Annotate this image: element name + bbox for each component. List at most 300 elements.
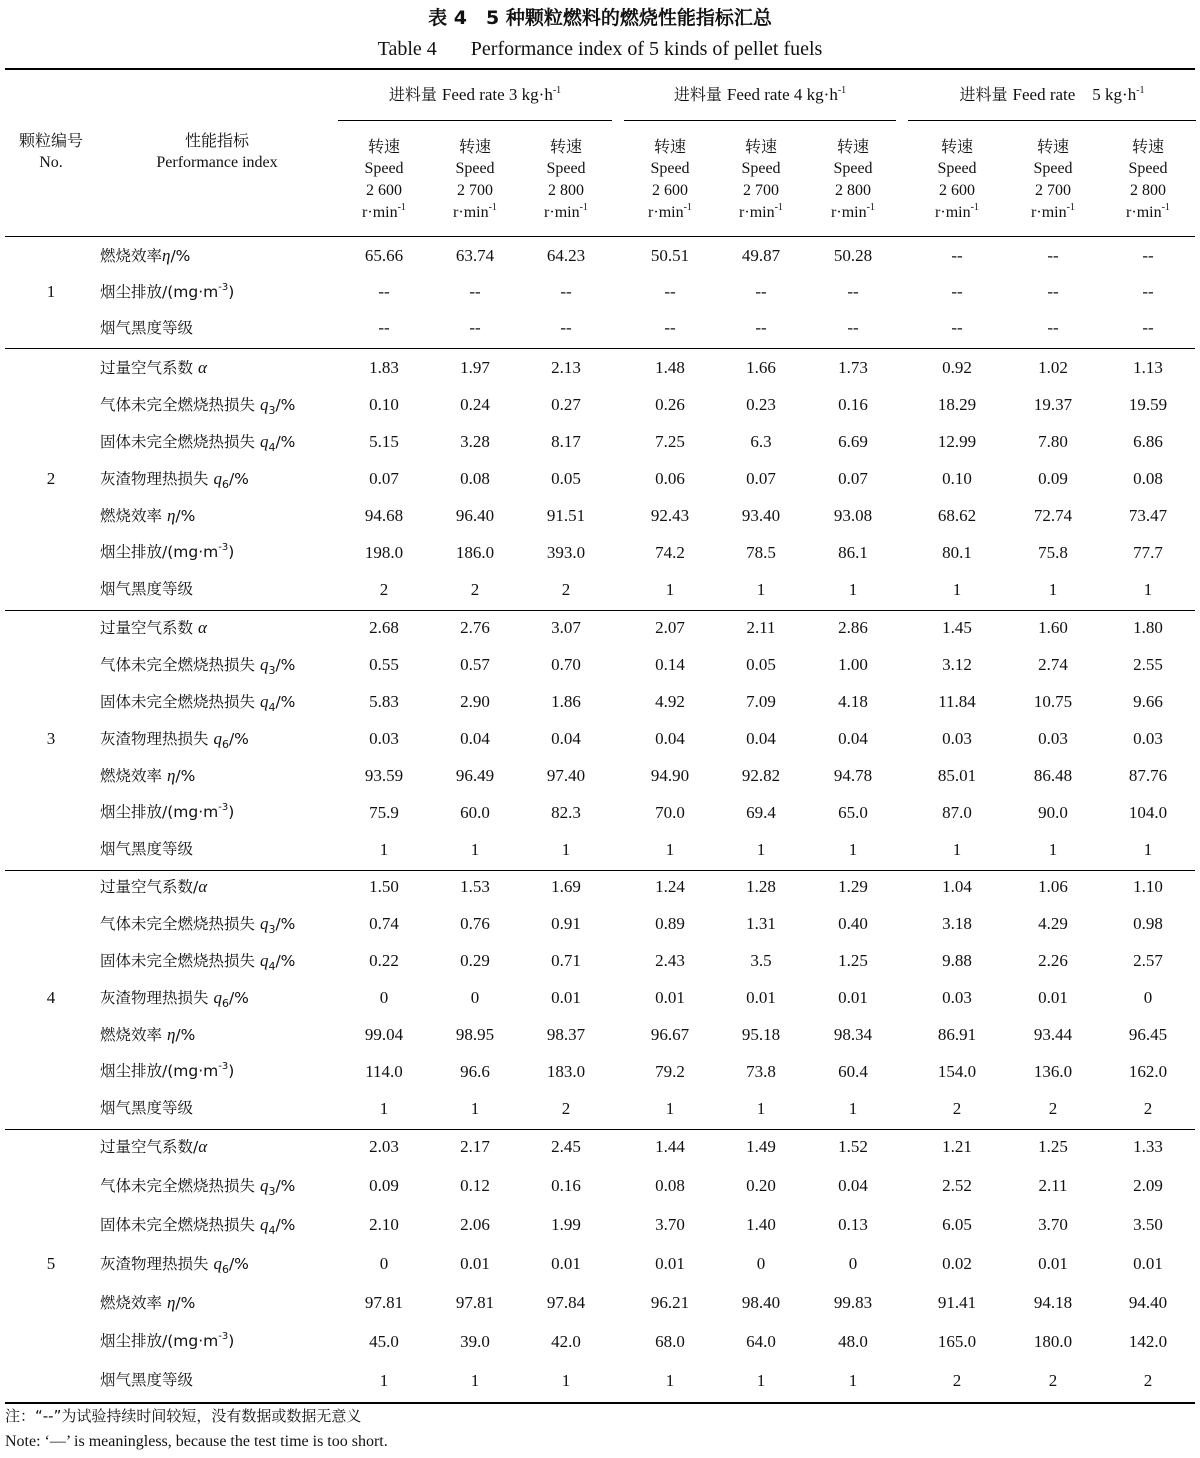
table-cell: 2.86 xyxy=(838,618,868,637)
speed-header xyxy=(1008,136,1098,224)
table-cell: 78.5 xyxy=(746,543,776,562)
row-label xyxy=(100,386,336,423)
row-label xyxy=(100,720,336,757)
table-cell: 12.99 xyxy=(937,432,977,451)
speed-unit-text: r·min xyxy=(362,204,398,221)
table-cell: 1 xyxy=(379,1371,389,1390)
table-cell: 99.04 xyxy=(364,1025,404,1044)
table-cell: -- xyxy=(1142,318,1154,337)
table-cell: 0.01 xyxy=(1038,1254,1068,1273)
table-cell: 186.0 xyxy=(455,543,495,562)
speed-label-en: Speed xyxy=(833,160,873,177)
table-cell: 0.07 xyxy=(369,469,399,488)
table-cell: 6.3 xyxy=(750,432,772,451)
speed-unit-text: r·min xyxy=(1126,204,1162,221)
speed-header xyxy=(1103,136,1193,224)
speed-unit-text: r·min xyxy=(648,204,684,221)
table-cell: 7.09 xyxy=(746,692,776,711)
table-cell: 1.69 xyxy=(551,877,581,896)
speed-unit-sup: -1 xyxy=(397,202,406,213)
table-cell: 2 xyxy=(952,1371,962,1390)
table-cell: 0.10 xyxy=(942,469,972,488)
speed-header xyxy=(808,136,898,224)
table-cell: 0.04 xyxy=(746,729,776,748)
table-cell: 0.03 xyxy=(369,729,399,748)
speed-value: 2 800 xyxy=(1130,182,1166,199)
row-label-text: 过量空气系数/ xyxy=(100,1138,199,1156)
row-label xyxy=(100,310,336,346)
table-cell: 65.0 xyxy=(838,803,868,822)
group-number: 1 xyxy=(46,282,56,301)
row-label-sub: 6 xyxy=(221,738,229,752)
table-cell: 1 xyxy=(952,580,962,599)
speed-unit xyxy=(1008,202,1098,224)
row-label-symbol: α xyxy=(198,1137,208,1156)
table-cell: 99.83 xyxy=(833,1293,873,1312)
table-title-en xyxy=(0,37,1200,61)
row-label xyxy=(100,1205,336,1244)
speed-header xyxy=(430,136,520,224)
table-cell: 96.21 xyxy=(650,1293,690,1312)
speed-unit xyxy=(521,202,611,224)
feed-rate-header xyxy=(624,82,896,108)
row-label-text: 固体未完全燃烧热损失 xyxy=(100,693,260,711)
table-cell: 183.0 xyxy=(546,1062,586,1081)
table-cell: 0.92 xyxy=(942,358,972,377)
table-cell: 65.66 xyxy=(364,246,404,265)
speed-label-cn: 转速 xyxy=(1036,137,1069,156)
table-cell: 0.05 xyxy=(551,469,581,488)
table-cell: 3.07 xyxy=(551,618,581,637)
table-cell: 2.43 xyxy=(655,951,685,970)
table-cell: 0.01 xyxy=(655,988,685,1007)
table-cell: 86.91 xyxy=(937,1025,977,1044)
feed-rate-label-cn: 进料量 xyxy=(959,85,1013,104)
table-cell: 96.45 xyxy=(1128,1025,1168,1044)
table-cell: 7.25 xyxy=(655,432,685,451)
table-cell: 2.10 xyxy=(369,1215,399,1234)
table-cell: 3.18 xyxy=(942,914,972,933)
table-cell: 0.76 xyxy=(460,914,490,933)
table-cell: 98.95 xyxy=(455,1025,495,1044)
table-cell: 3.5 xyxy=(750,951,772,970)
table-cell: 0.70 xyxy=(551,655,581,674)
table-cell: -- xyxy=(560,318,572,337)
table-cell: -- xyxy=(378,282,390,301)
table-cell: 50.28 xyxy=(833,246,873,265)
table-cell: 6.69 xyxy=(838,432,868,451)
table-cell: 0.09 xyxy=(369,1176,399,1195)
table-cell: 97.84 xyxy=(546,1293,586,1312)
note-en: Note: ‘—’ is meaningless, because the test time is too short. xyxy=(5,1433,388,1450)
table-cell: -- xyxy=(469,318,481,337)
table-cell: 98.37 xyxy=(546,1025,586,1044)
table-cell: 6.86 xyxy=(1133,432,1163,451)
table-cell: 3.12 xyxy=(942,655,972,674)
table-cell: 18.29 xyxy=(937,395,977,414)
table-cell: 0.02 xyxy=(942,1254,972,1273)
table-cell: 0.01 xyxy=(838,988,868,1007)
table-cell: 0.23 xyxy=(746,395,776,414)
header-bottom-rule xyxy=(5,236,1195,237)
table-cell: 86.1 xyxy=(838,543,868,562)
table-cell: 2.09 xyxy=(1133,1176,1163,1195)
row-label-unit: /% xyxy=(275,1177,296,1195)
table-caption: Performance index of 5 kinds of pellet fuels xyxy=(470,38,823,60)
speed-value: 2 800 xyxy=(835,182,871,199)
row-label xyxy=(100,609,336,646)
table-cell: 1 xyxy=(470,1099,480,1118)
row-label-sub: 3 xyxy=(268,923,276,937)
table-cell: 69.4 xyxy=(746,803,776,822)
table-cell: 19.59 xyxy=(1128,395,1168,414)
row-label-sub: 6 xyxy=(221,1263,229,1277)
row-label-text: 烟尘排放/(mg·m xyxy=(100,283,219,301)
row-label xyxy=(100,349,336,386)
table-cell: -- xyxy=(560,282,572,301)
speed-header xyxy=(716,136,806,224)
row-label-text: 燃烧效率 xyxy=(100,507,167,525)
table-cell: 2 xyxy=(561,580,571,599)
table-cell: 0.04 xyxy=(460,729,490,748)
table-cell: 1 xyxy=(1143,840,1153,859)
table-cell: 1.25 xyxy=(1038,1137,1068,1156)
row-label-text: 气体未完全燃烧热损失 xyxy=(100,656,260,674)
row-label-text: 过量空气系数 xyxy=(100,359,198,377)
table-cell: 165.0 xyxy=(937,1332,977,1351)
row-label xyxy=(100,1053,336,1090)
row-label-symbol: q xyxy=(259,432,269,451)
row-label-unit: /% xyxy=(175,1294,196,1312)
top-rule xyxy=(5,68,1195,70)
row-label xyxy=(100,868,336,905)
row-label-symbol: q xyxy=(259,395,269,414)
table-cell: 0.07 xyxy=(838,469,868,488)
table-cell: 2 xyxy=(952,1099,962,1118)
table-cell: 5.15 xyxy=(369,432,399,451)
row-label-unit: /% xyxy=(228,989,249,1007)
table-cell: 2.11 xyxy=(1038,1176,1068,1195)
table-cell: 0.10 xyxy=(369,395,399,414)
row-label xyxy=(100,1283,336,1322)
speed-unit xyxy=(339,202,429,224)
table-cell: 48.0 xyxy=(838,1332,868,1351)
table-cell: 0.01 xyxy=(1038,988,1068,1007)
table-cell: 1.83 xyxy=(369,358,399,377)
row-label-text: 烟气黑度等级 xyxy=(100,1099,194,1117)
table-cell: 1.53 xyxy=(460,877,490,896)
table-cell: -- xyxy=(1142,246,1154,265)
table-cell: -- xyxy=(1142,282,1154,301)
table-cell: 154.0 xyxy=(937,1062,977,1081)
table-cell: 1.60 xyxy=(1038,618,1068,637)
row-label-text: 烟尘排放/(mg·m xyxy=(100,543,219,561)
table-cell: -- xyxy=(755,318,767,337)
row-label xyxy=(100,646,336,683)
row-label-sup: -3 xyxy=(218,1331,229,1342)
speed-label-en: Speed xyxy=(546,160,586,177)
row-label-sub: 3 xyxy=(268,404,276,418)
table-cell: 95.18 xyxy=(741,1025,781,1044)
table-cell: 94.40 xyxy=(1128,1293,1168,1312)
row-label-symbol: q xyxy=(259,951,269,970)
row-label-sup: -3 xyxy=(218,802,229,813)
row-label-unit: /% xyxy=(170,247,191,265)
table-cell: 2 xyxy=(1048,1371,1058,1390)
table-cell: 1 xyxy=(470,840,480,859)
table-cell: -- xyxy=(847,318,859,337)
note-cn: 注：“--”为试验持续时间较短，没有数据或数据无意义 xyxy=(5,1407,362,1425)
speed-label-cn: 转速 xyxy=(744,137,777,156)
table-cell: 0.55 xyxy=(369,655,399,674)
feed-rate-unit-sup: -1 xyxy=(552,85,562,96)
table-cell: 92.43 xyxy=(650,506,690,525)
speed-label-cn: 转速 xyxy=(940,137,973,156)
table-cell: 198.0 xyxy=(364,543,404,562)
table-cell: -- xyxy=(664,282,676,301)
table-cell: 9.66 xyxy=(1133,692,1163,711)
row-label-text: 气体未完全燃烧热损失 xyxy=(100,1177,260,1195)
table-cell: 1 xyxy=(952,840,962,859)
speed-unit-sup: -1 xyxy=(970,202,979,213)
row-label-text: 过量空气系数/ xyxy=(100,878,199,896)
table-cell: 86.48 xyxy=(1033,766,1073,785)
row-label-unit: /% xyxy=(275,1216,296,1234)
speed-header xyxy=(625,136,715,224)
row-label-tail: ) xyxy=(228,543,235,561)
table-cell: 0.22 xyxy=(369,951,399,970)
row-label xyxy=(100,571,336,608)
row-label-unit: /% xyxy=(228,1255,249,1273)
feed-rate-header xyxy=(338,82,612,108)
table-cell: 1 xyxy=(1143,580,1153,599)
row-label-sub: 4 xyxy=(268,701,276,715)
table-cell: 4.92 xyxy=(655,692,685,711)
speed-value: 2 700 xyxy=(1035,182,1071,199)
speed-unit-text: r·min xyxy=(453,204,489,221)
table-cell: 98.40 xyxy=(741,1293,781,1312)
row-label-unit: /% xyxy=(175,507,196,525)
table-cell: 0.27 xyxy=(551,395,581,414)
speed-label-en: Speed xyxy=(650,160,690,177)
row-label xyxy=(100,831,336,868)
table-cell: 1.80 xyxy=(1133,618,1163,637)
row-label-text: 气体未完全燃烧热损失 xyxy=(100,915,260,933)
row-label-unit: /% xyxy=(228,730,249,748)
table-cell: 0.13 xyxy=(838,1215,868,1234)
row-label-unit: /% xyxy=(275,396,296,414)
table-cell: 49.87 xyxy=(741,246,781,265)
table-cell: 3.70 xyxy=(655,1215,685,1234)
table-cell: 1 xyxy=(561,1371,571,1390)
table-cell: 1.24 xyxy=(655,877,685,896)
row-label xyxy=(100,534,336,571)
table-cell: 2.90 xyxy=(460,692,490,711)
table-cell: 93.40 xyxy=(741,506,781,525)
row-label-sup: -3 xyxy=(218,542,229,553)
table-cell: 0.03 xyxy=(942,729,972,748)
table-cell: 2.52 xyxy=(942,1176,972,1195)
header-pi-cn: 性能指标 xyxy=(184,131,249,150)
row-label-sub: 4 xyxy=(268,441,276,455)
row-label-sub: 4 xyxy=(268,960,276,974)
table-cell: 1.73 xyxy=(838,358,868,377)
table-cell: 0 xyxy=(848,1254,858,1273)
row-label-sub: 3 xyxy=(268,1185,276,1199)
row-label xyxy=(100,979,336,1016)
table-cell: 94.68 xyxy=(364,506,404,525)
table-cell: 0 xyxy=(1143,988,1153,1007)
row-label xyxy=(100,794,336,831)
row-label-text: 灰渣物理热损失 xyxy=(100,470,214,488)
table-cell: 0.26 xyxy=(655,395,685,414)
table-cell: 10.75 xyxy=(1033,692,1073,711)
table-cell: -- xyxy=(664,318,676,337)
table-cell: 1.21 xyxy=(942,1137,972,1156)
speed-unit-text: r·min xyxy=(544,204,580,221)
table-cell: 1.13 xyxy=(1133,358,1163,377)
table-cell: 68.0 xyxy=(655,1332,685,1351)
table-cell: 2.74 xyxy=(1038,655,1068,674)
feed-rate-label-cn: 进料量 xyxy=(388,85,442,104)
table-cell: 50.51 xyxy=(650,246,690,265)
row-label xyxy=(100,942,336,979)
table-cell: 2 xyxy=(1143,1099,1153,1118)
table-cell: 0.07 xyxy=(746,469,776,488)
feed-rate-label-cn: 进料量 xyxy=(673,85,727,104)
speed-label-en: Speed xyxy=(1128,160,1168,177)
speed-unit-sup: -1 xyxy=(488,202,497,213)
speed-value: 2 700 xyxy=(457,182,493,199)
speed-unit-sup: -1 xyxy=(683,202,692,213)
table-cell: 75.8 xyxy=(1038,543,1068,562)
row-label-text: 燃烧效率 xyxy=(100,247,163,265)
row-label-text: 气体未完全燃烧热损失 xyxy=(100,396,260,414)
table-cell: 60.0 xyxy=(460,803,490,822)
table-cell: 2.06 xyxy=(460,1215,490,1234)
table-cell: 1.33 xyxy=(1133,1137,1163,1156)
row-label xyxy=(100,1244,336,1283)
row-label-text: 燃烧效率 xyxy=(100,767,167,785)
group-number: 4 xyxy=(46,988,56,1007)
row-label-text: 烟气黑度等级 xyxy=(100,580,194,598)
table-cell: 1.40 xyxy=(746,1215,776,1234)
table-cell: 1.97 xyxy=(460,358,490,377)
table-cell: -- xyxy=(951,246,963,265)
row-label-text: 固体未完全燃烧热损失 xyxy=(100,433,260,451)
table-cell: 1 xyxy=(848,1371,858,1390)
group-number: 5 xyxy=(46,1254,56,1273)
table-cell: 1.99 xyxy=(551,1215,581,1234)
speed-value: 2 600 xyxy=(652,182,688,199)
table-cell: 0 xyxy=(379,988,389,1007)
table-cell: 42.0 xyxy=(551,1332,581,1351)
table-cell: 0.57 xyxy=(460,655,490,674)
speed-unit-text: r·min xyxy=(935,204,971,221)
row-label-symbol: q xyxy=(259,914,269,933)
row-label-symbol: q xyxy=(213,469,222,488)
table-cell: 7.80 xyxy=(1038,432,1068,451)
table-cell: 3.50 xyxy=(1133,1215,1163,1234)
row-label-symbol: α xyxy=(197,618,207,637)
row-label-sub: 3 xyxy=(268,664,276,678)
table-cell: 87.0 xyxy=(942,803,972,822)
table-cell: 2 xyxy=(379,580,389,599)
table-cell: 1 xyxy=(1048,840,1058,859)
row-label-symbol: η xyxy=(166,506,176,525)
speed-label-cn: 转速 xyxy=(458,137,491,156)
table-cell: 1 xyxy=(470,1371,480,1390)
feed-group-rule xyxy=(624,120,896,121)
table-cell: 1.31 xyxy=(746,914,776,933)
bottom-rule xyxy=(5,1402,1195,1404)
row-label xyxy=(100,497,336,534)
table-cell: 4.29 xyxy=(1038,914,1068,933)
table-cell: 64.0 xyxy=(746,1332,776,1351)
table-cell: 1 xyxy=(756,580,766,599)
speed-value: 2 600 xyxy=(366,182,402,199)
table-cell: 0.03 xyxy=(942,988,972,1007)
row-label-tail: ) xyxy=(228,1062,235,1080)
row-label-unit: /% xyxy=(275,952,296,970)
table-cell: 63.74 xyxy=(455,246,495,265)
row-label-symbol: α xyxy=(198,877,208,896)
speed-header xyxy=(339,136,429,224)
speed-unit-text: r·min xyxy=(739,204,775,221)
table-cell: 2.11 xyxy=(746,618,776,637)
feed-rate-unit-sup: -1 xyxy=(837,85,847,96)
row-label-unit: /% xyxy=(275,693,296,711)
row-label-unit: /% xyxy=(275,915,296,933)
row-label-symbol: q xyxy=(259,655,269,674)
table-cell: 1.45 xyxy=(942,618,972,637)
row-label xyxy=(100,423,336,460)
table-cell: 2.68 xyxy=(369,618,399,637)
row-label-sub: 6 xyxy=(221,997,229,1011)
speed-header xyxy=(521,136,611,224)
table-cell: 11.84 xyxy=(938,692,976,711)
table-cell: 162.0 xyxy=(1128,1062,1168,1081)
table-cell: -- xyxy=(755,282,767,301)
table-cell: 0.01 xyxy=(1133,1254,1163,1273)
table-cell: 1 xyxy=(756,840,766,859)
table-cell: 1 xyxy=(665,1371,675,1390)
row-label-tail: ) xyxy=(228,803,235,821)
table-cell: 2 xyxy=(470,580,480,599)
table-cell: 0.01 xyxy=(460,1254,490,1273)
header-no-en: No. xyxy=(39,154,63,171)
table-cell: 1 xyxy=(848,840,858,859)
table-cell: 1 xyxy=(379,840,389,859)
speed-value: 2 800 xyxy=(548,182,584,199)
table-cell: 79.2 xyxy=(655,1062,685,1081)
row-label-text: 灰渣物理热损失 xyxy=(100,1255,214,1273)
table-cell: 142.0 xyxy=(1128,1332,1168,1351)
table-cell: 64.23 xyxy=(546,246,586,265)
feed-rate-label-en: Feed rate 5 kg·h xyxy=(1012,85,1137,104)
row-label-symbol: η xyxy=(166,766,176,785)
group-number: 2 xyxy=(46,469,56,488)
table-cell: 74.2 xyxy=(655,543,685,562)
table-cell: 60.4 xyxy=(838,1062,868,1081)
row-label-symbol: q xyxy=(213,729,222,748)
table-cell: 1 xyxy=(848,580,858,599)
table-cell: 1.86 xyxy=(551,692,581,711)
row-label xyxy=(100,757,336,794)
row-label-tail: ) xyxy=(228,283,235,301)
row-label-symbol: η xyxy=(166,1293,176,1312)
row-label-text: 过量空气系数 xyxy=(100,619,198,637)
